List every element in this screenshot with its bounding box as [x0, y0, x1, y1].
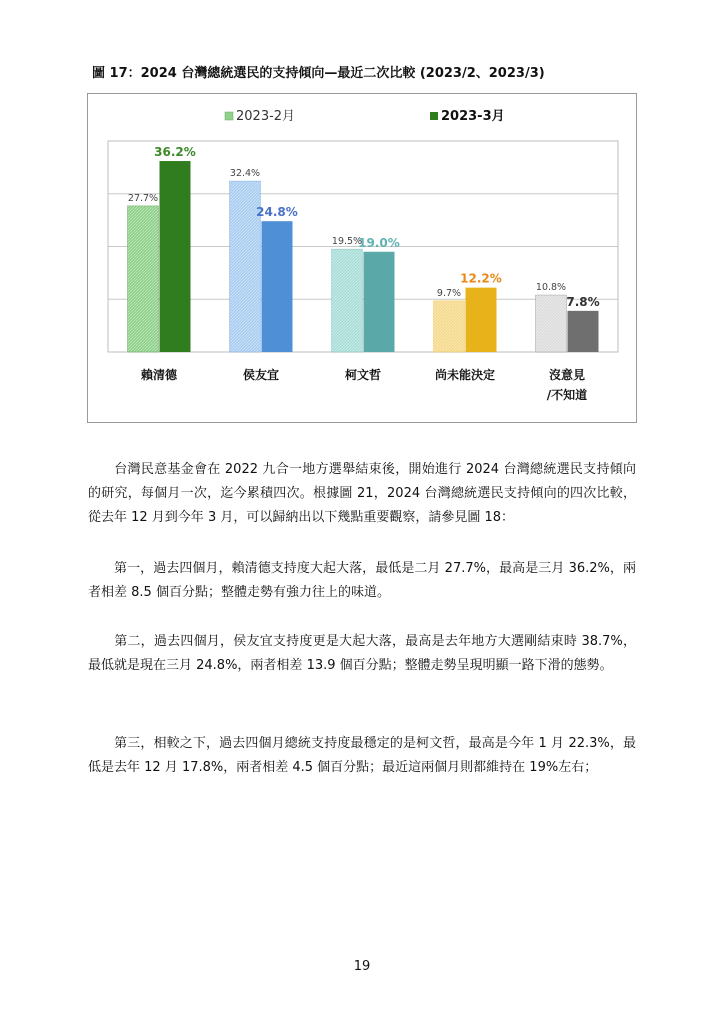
data-label-series-1: 10.8% — [535, 282, 567, 294]
paragraph-4-text: 第三，相較之下，過去四個月總統支持度最穩定的是柯文哲，最高是今年 1 月 22.3%，最低是去年 12 月 17.8%，兩者相差 4.5 個百分點；最近這兩個月則都維持在 19%左右； — [88, 736, 636, 775]
category-label: 柯文哲 — [344, 368, 382, 382]
category-label: 賴清德 — [140, 368, 178, 382]
page-number: 19 — [353, 959, 371, 974]
bar-series-2 — [466, 288, 497, 352]
paragraph-1-text: 台灣民意基金會在 2022 九合一地方選舉結束後，開始進行 2024 台灣總統選民支持傾向的研究，每個月一次，迄今累積四次。根據圖 21，2024 台灣總統選民支持傾向的四次比較，從去年 12 月到今年 3 月，可以歸納出以下幾點重要觀察，請參見圖 18： — [88, 462, 636, 525]
paragraph-3 — [88, 630, 636, 678]
data-label-series-2: 36.2% — [154, 145, 196, 160]
bar-series-1 — [332, 249, 363, 352]
data-label-series-1: 27.7% — [127, 192, 159, 204]
bar-series-2 — [568, 311, 599, 352]
bar-chart — [88, 94, 636, 422]
data-label-series-2: 7.8% — [566, 294, 600, 309]
paragraph-2-text: 第一，過去四個月，賴清德支持度大起大落，最低是二月 27.7%，最高是三月 36.2%，兩者相差 8.5 個百分點；整體走勢有強力往上的味道。 — [88, 561, 636, 600]
bar-series-1 — [128, 206, 159, 352]
bar-series-1 — [536, 295, 567, 352]
legend-swatch-series-1 — [225, 112, 233, 120]
legend-swatch-series-2 — [430, 112, 438, 120]
bar-series-2 — [160, 161, 191, 352]
bar-series-1 — [434, 301, 465, 352]
data-label-series-2: 24.8% — [256, 205, 298, 220]
category-label: 侯友宜 — [242, 368, 280, 382]
category-label: /不知道 — [546, 388, 588, 402]
data-label-series-1: 32.4% — [229, 168, 261, 180]
figure-title: 圖 17：2024 台灣總統選民的支持傾向—最近二次比較 (2023/2、2023/3) — [92, 66, 545, 81]
category-label: 尚未能決定 — [434, 368, 496, 382]
legend-label-series-1: 2023-2月 — [236, 109, 296, 124]
paragraph-1 — [88, 458, 636, 530]
data-label-series-2: 19.0% — [358, 235, 400, 250]
bar-series-2 — [364, 252, 395, 352]
chart-container — [87, 93, 637, 423]
paragraph-2 — [88, 557, 636, 605]
bar-series-2 — [262, 221, 293, 352]
data-label-series-2: 12.2% — [460, 271, 502, 286]
paragraph-3-text: 第二，過去四個月，侯友宜支持度更是大起大落，最高是去年地方大選剛結束時 38.7%，最低就是現在三月 24.8%，兩者相差 13.9 個百分點；整體走勢呈現明顯一路下滑的態勢。 — [88, 634, 636, 673]
category-label: 沒意見 — [548, 368, 586, 382]
data-label-series-1: 19.5% — [331, 236, 363, 248]
legend-label-series-2: 2023-3月 — [441, 109, 505, 124]
paragraph-4 — [88, 732, 636, 780]
data-label-series-1: 9.7% — [436, 287, 462, 299]
